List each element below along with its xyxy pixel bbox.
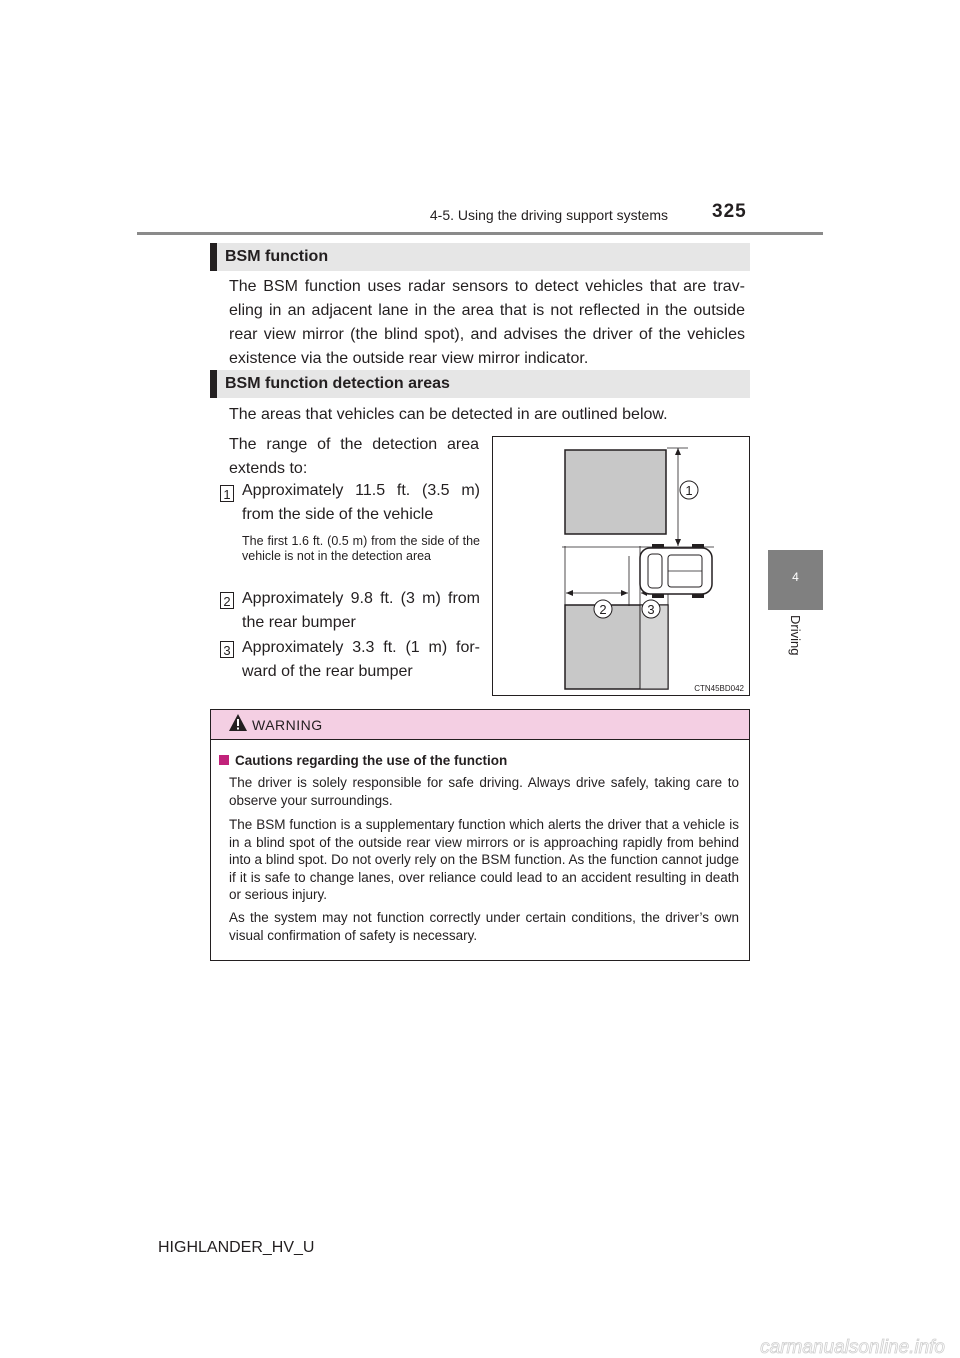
detection-area-diagram (492, 436, 750, 696)
item-number-2: 2 (220, 592, 234, 609)
chapter-number: 4 (792, 570, 799, 584)
running-header-section: 4-5. Using the driving support systems (429, 207, 668, 223)
item-number-1: 1 (220, 485, 234, 502)
warning-paragraph-1: The driver is solely responsible for safe driving. Always drive safely, taking care to observe your surroundings. (229, 775, 739, 808)
vehicle-icon (640, 544, 712, 598)
item-number-3: 3 (220, 641, 234, 658)
warning-subheading (219, 753, 507, 768)
header-rule (137, 232, 823, 235)
watermark-text: carmanualsonline.info (760, 1337, 945, 1358)
watermark (0, 1336, 960, 1358)
range-line-2: extends to: (229, 460, 308, 477)
warning-title: WARNING (252, 717, 323, 733)
warning-paragraph-3: As the system may not function correctly under certain conditions, the driver’s own visual confirmation of safety is necessary. (229, 910, 739, 943)
chapter-label: Driving (788, 615, 803, 656)
callout-1-label: 1 (685, 483, 693, 498)
warning-triangle-icon (228, 713, 248, 733)
item-text-2: Approximately 9.8 ft. (3 m) from the rear bumper (242, 590, 480, 631)
front-detection-area (565, 450, 666, 534)
footer-model-code: HIGHLANDER_HV_U (158, 1239, 315, 1256)
detection-intro: The areas that vehicles can be detected in are outlined below. (229, 406, 668, 423)
bsm-function-body: The BSM function uses radar sensors to detect vehicles that are trav-eling in an adjacent lane in the area that is not reflected in the outside rear view mirror (the blind spot), and advises the driver of the vehicles existence via the outside rear view mirror indicator. (229, 278, 745, 367)
item-note-1: The first 1.6 ft. (0.5 m) from the side of the vehicle is not in the detection area (242, 534, 480, 563)
warning-paragraph-2: The BSM function is a supplementary function which alerts the driver that a vehicle is in a blind spot of the outside rear view mirrors or is approaching rapidly from behind into a blind spot. Do not overly rely on the BSM function. As the function cannot judge if it is safe to change lanes, over reliance could lead to an accident resulting in death or serious injury. (229, 817, 739, 902)
square-bullet-icon (219, 755, 229, 765)
callout-3-label: 3 (647, 602, 655, 617)
section-header-detection-areas: BSM function detection areas (210, 370, 750, 398)
callout-2-label: 2 (599, 602, 607, 617)
warning-subheading-text: Cautions regarding the use of the function (235, 753, 508, 768)
diagram-code: CTN45BD042 (694, 684, 744, 693)
section-header-bsm-function: BSM function (210, 243, 750, 271)
item-text-1: Approximately 11.5 ft. (3.5 m) from the side of the vehicle (242, 482, 480, 523)
chapter-tab-label (767, 615, 822, 675)
range-line-1: The range of the detection area (229, 436, 479, 453)
item-text-3: Approximately 3.3 ft. (1 m) for-ward of the rear bumper (242, 639, 480, 680)
page-number: 325 (712, 201, 747, 222)
